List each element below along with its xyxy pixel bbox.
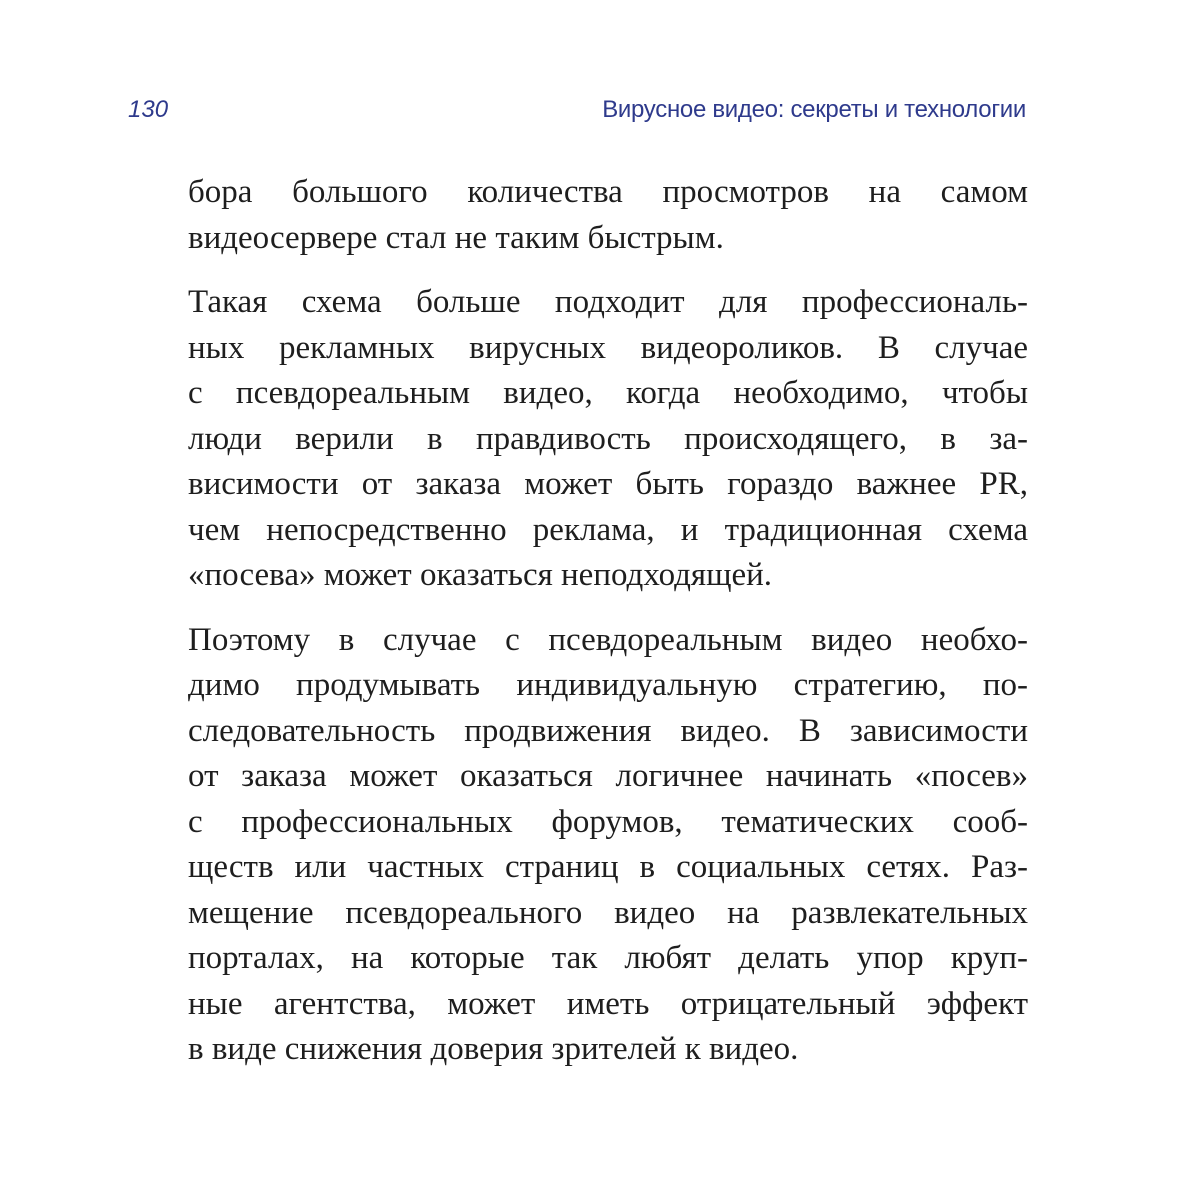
- text-line: в виде снижения доверия зрителей к видео.: [188, 1031, 799, 1067]
- text-line: следовательность продвижения видео. В зависимости: [188, 712, 1028, 749]
- text-line: ществ или частных страниц в социальных сетях. Раз-: [188, 849, 1028, 885]
- paragraph: [188, 618, 1028, 1073]
- text-line: ных рекламных вирусных видеороликов. В случае: [188, 329, 1028, 366]
- page-number: 130: [128, 96, 169, 123]
- text-line: Поэтому в случае с псевдореальным видео необхо-: [188, 621, 1028, 658]
- text-line: висимости от заказа может быть гораздо важнее PR,: [188, 466, 1028, 502]
- text-line: с профессиональных форумов, тематических сооб-: [188, 803, 1028, 840]
- text-line: люди верили в правдивость происходящего, в за-: [188, 420, 1028, 457]
- text-line: «посева» может оказаться неподходящей.: [188, 557, 773, 593]
- text-line: порталах, на которые так любят делать упор круп-: [188, 940, 1028, 976]
- text-line: димо продумывать индивидуальную стратегию, по-: [188, 667, 1028, 703]
- running-title: Вирусное видео: секреты и технологии: [602, 96, 1026, 123]
- text-line: бора большого количества просмотров на самом: [188, 174, 1028, 210]
- paragraph: [188, 280, 1028, 599]
- text-line: чем непосредственно реклама, и традиционная схема: [188, 511, 1028, 548]
- text-line: мещение псевдореального видео на развлекательных: [188, 894, 1028, 931]
- text-line: Такая схема больше подходит для профессиональ-: [188, 284, 1028, 320]
- body-text: [188, 170, 1028, 1092]
- text-line: от заказа может оказаться логичнее начинать «посев»: [188, 758, 1028, 794]
- paragraph: [188, 170, 1028, 261]
- text-line: видеосервере стал не таким быстрым.: [188, 219, 724, 256]
- text-line: ные агентства, может иметь отрицательный эффект: [188, 985, 1028, 1022]
- text-line: с псевдореальным видео, когда необходимо, чтобы: [188, 375, 1028, 411]
